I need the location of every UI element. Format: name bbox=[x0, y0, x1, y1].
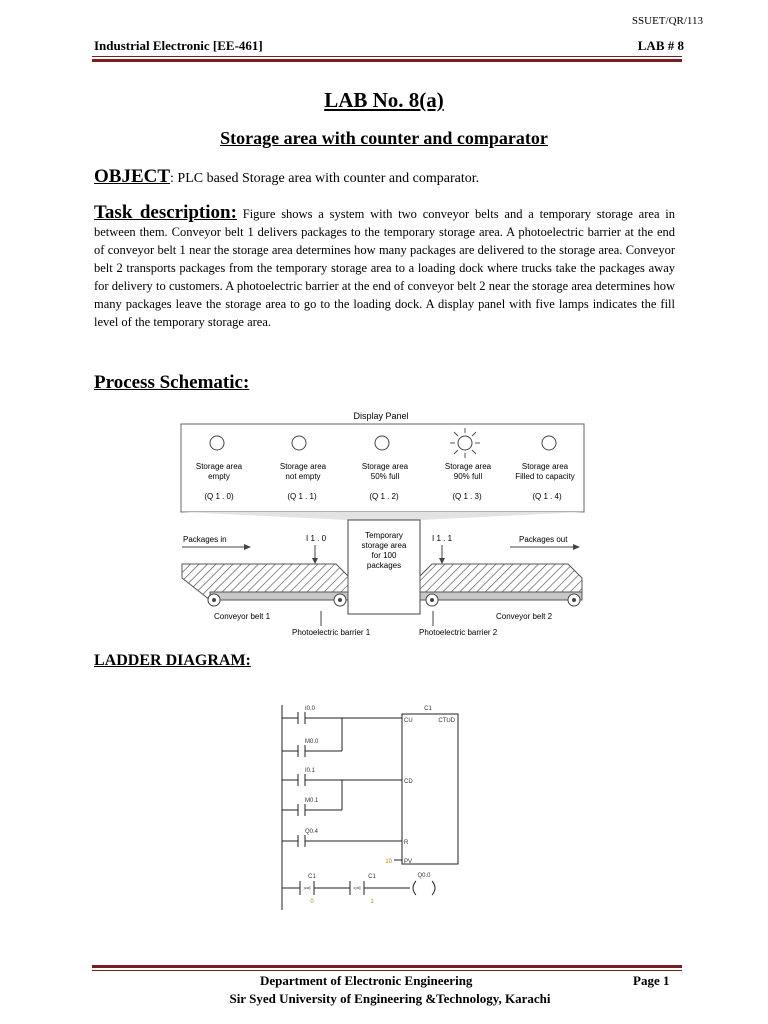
svg-text:(Q 1 . 2): (Q 1 . 2) bbox=[369, 492, 399, 501]
pv-value: 10 bbox=[385, 859, 392, 865]
footer-rule-thin bbox=[92, 970, 682, 971]
coil-right-arc bbox=[432, 881, 435, 895]
svg-text:packages: packages bbox=[366, 561, 402, 570]
svg-text:Temporary: Temporary bbox=[365, 531, 403, 540]
cmp1-op: >=I bbox=[303, 886, 311, 892]
svg-text:50% full: 50% full bbox=[370, 472, 400, 481]
pin-cu: CU bbox=[404, 718, 413, 724]
svg-text:(Q 1 . 4): (Q 1 . 4) bbox=[532, 492, 562, 501]
object-label: OBJECT bbox=[94, 166, 171, 187]
counter-block bbox=[402, 714, 458, 864]
footer-page-number: Page 1 bbox=[633, 973, 670, 988]
pin-cd: CD bbox=[404, 779, 413, 785]
input-i10-label: I 1 . 0 bbox=[306, 534, 327, 543]
svg-text:for 100: for 100 bbox=[371, 551, 397, 560]
contact-i00: I0.0 bbox=[305, 706, 316, 712]
belt2-label: Conveyor belt 2 bbox=[496, 612, 553, 621]
process-schematic bbox=[170, 406, 590, 641]
contact-m01: M0.1 bbox=[305, 798, 319, 804]
conveyor-belt-2 bbox=[420, 564, 582, 606]
packages-in-label: Packages in bbox=[183, 535, 227, 544]
svg-text:not empty: not empty bbox=[285, 472, 321, 481]
cmp1-value: 0 bbox=[310, 899, 314, 905]
coil-left-arc bbox=[413, 881, 416, 895]
panel-title: Display Panel bbox=[353, 411, 409, 421]
conveyor-belt-1 bbox=[182, 564, 348, 606]
contact-q04: Q0.4 bbox=[305, 829, 319, 835]
svg-text:90% full: 90% full bbox=[453, 472, 483, 481]
svg-text:Storage area: Storage area bbox=[195, 462, 243, 471]
counter-type: CTUD bbox=[438, 718, 455, 724]
header-rule-thick bbox=[92, 59, 682, 62]
counter-name: C1 bbox=[424, 706, 432, 712]
ladder-diagram-heading: LADDER DIAGRAM: bbox=[94, 652, 251, 669]
svg-text:Storage area: Storage area bbox=[521, 462, 569, 471]
input-i11-label: I 1 . 1 bbox=[432, 534, 453, 543]
cmp2-op: <=I bbox=[353, 886, 361, 892]
packages-out-label: Packages out bbox=[519, 535, 568, 544]
svg-text:Storage area: Storage area bbox=[361, 462, 409, 471]
process-schematic-heading: Process Schematic: bbox=[94, 372, 250, 393]
header-lab-number: LAB # 8 bbox=[637, 38, 684, 53]
object-line bbox=[94, 166, 684, 188]
ladder-diagram bbox=[270, 700, 470, 915]
footer-rule-thick bbox=[92, 965, 682, 968]
coil-label: Q0.0 bbox=[417, 873, 431, 879]
pin-pv: PV bbox=[404, 859, 413, 865]
task-description bbox=[94, 204, 675, 331]
task-text: Figure shows a system with two conveyor belts and a temporary storage area in between them. Conveyor belt 1 delivers packages to the temporary storage area. A photoelectric barrier at the end of conveyor belt 1 near the storage area determines how many packages are delivered to the storage area. Conveyor belt 2 transports packages from the temporary storage area to a loading dock where trucks take the packages away for delivery to customers. A photoelectric barrier at the end of conveyor belt 2 near the storage area determines how many packages leave the storage area to go to the loading dock. A display panel with five lamps indicates the fill level of the temporary storage area. bbox=[94, 207, 676, 329]
object-text: : PLC based Storage area with counter and comparator. bbox=[170, 171, 480, 186]
svg-text:(Q 1 . 3): (Q 1 . 3) bbox=[452, 492, 482, 501]
belt1-label: Conveyor belt 1 bbox=[214, 612, 271, 621]
contact-m00: M0.0 bbox=[305, 739, 319, 745]
svg-text:Filled to capacity: Filled to capacity bbox=[515, 472, 575, 481]
footer-department: Department of Electronic Engineering bbox=[260, 973, 473, 988]
svg-text:(Q 1 . 0): (Q 1 . 0) bbox=[204, 492, 234, 501]
barrier1-label: Photoelectric barrier 1 bbox=[292, 628, 371, 637]
svg-text:storage area: storage area bbox=[361, 541, 407, 550]
header-course: Industrial Electronic [EE-461] bbox=[94, 38, 263, 53]
svg-text:empty: empty bbox=[208, 472, 230, 481]
contact-i01: I0.1 bbox=[305, 768, 316, 774]
arrow-out-icon bbox=[573, 544, 580, 550]
form-code: SSUET/QR/113 bbox=[631, 15, 703, 27]
header-rule-thin bbox=[92, 56, 682, 57]
cmp2-value: 1 bbox=[370, 899, 374, 905]
cmp1-name: C1 bbox=[308, 874, 316, 880]
arrow-in-icon bbox=[244, 544, 251, 550]
svg-text:Storage area: Storage area bbox=[444, 462, 492, 471]
cmp2-name: C1 bbox=[368, 874, 376, 880]
svg-text:(Q 1 . 1): (Q 1 . 1) bbox=[287, 492, 317, 501]
barrier2-label: Photoelectric barrier 2 bbox=[419, 628, 498, 637]
footer-university: Sir Syed University of Engineering &Technology, Karachi bbox=[229, 991, 551, 1006]
svg-text:Storage area: Storage area bbox=[279, 462, 327, 471]
pin-r: R bbox=[404, 840, 409, 846]
task-label: Task description: bbox=[94, 202, 237, 223]
lab-subtitle: Storage area with counter and comparator bbox=[220, 128, 548, 148]
lab-title: LAB No. 8(a) bbox=[324, 88, 444, 112]
